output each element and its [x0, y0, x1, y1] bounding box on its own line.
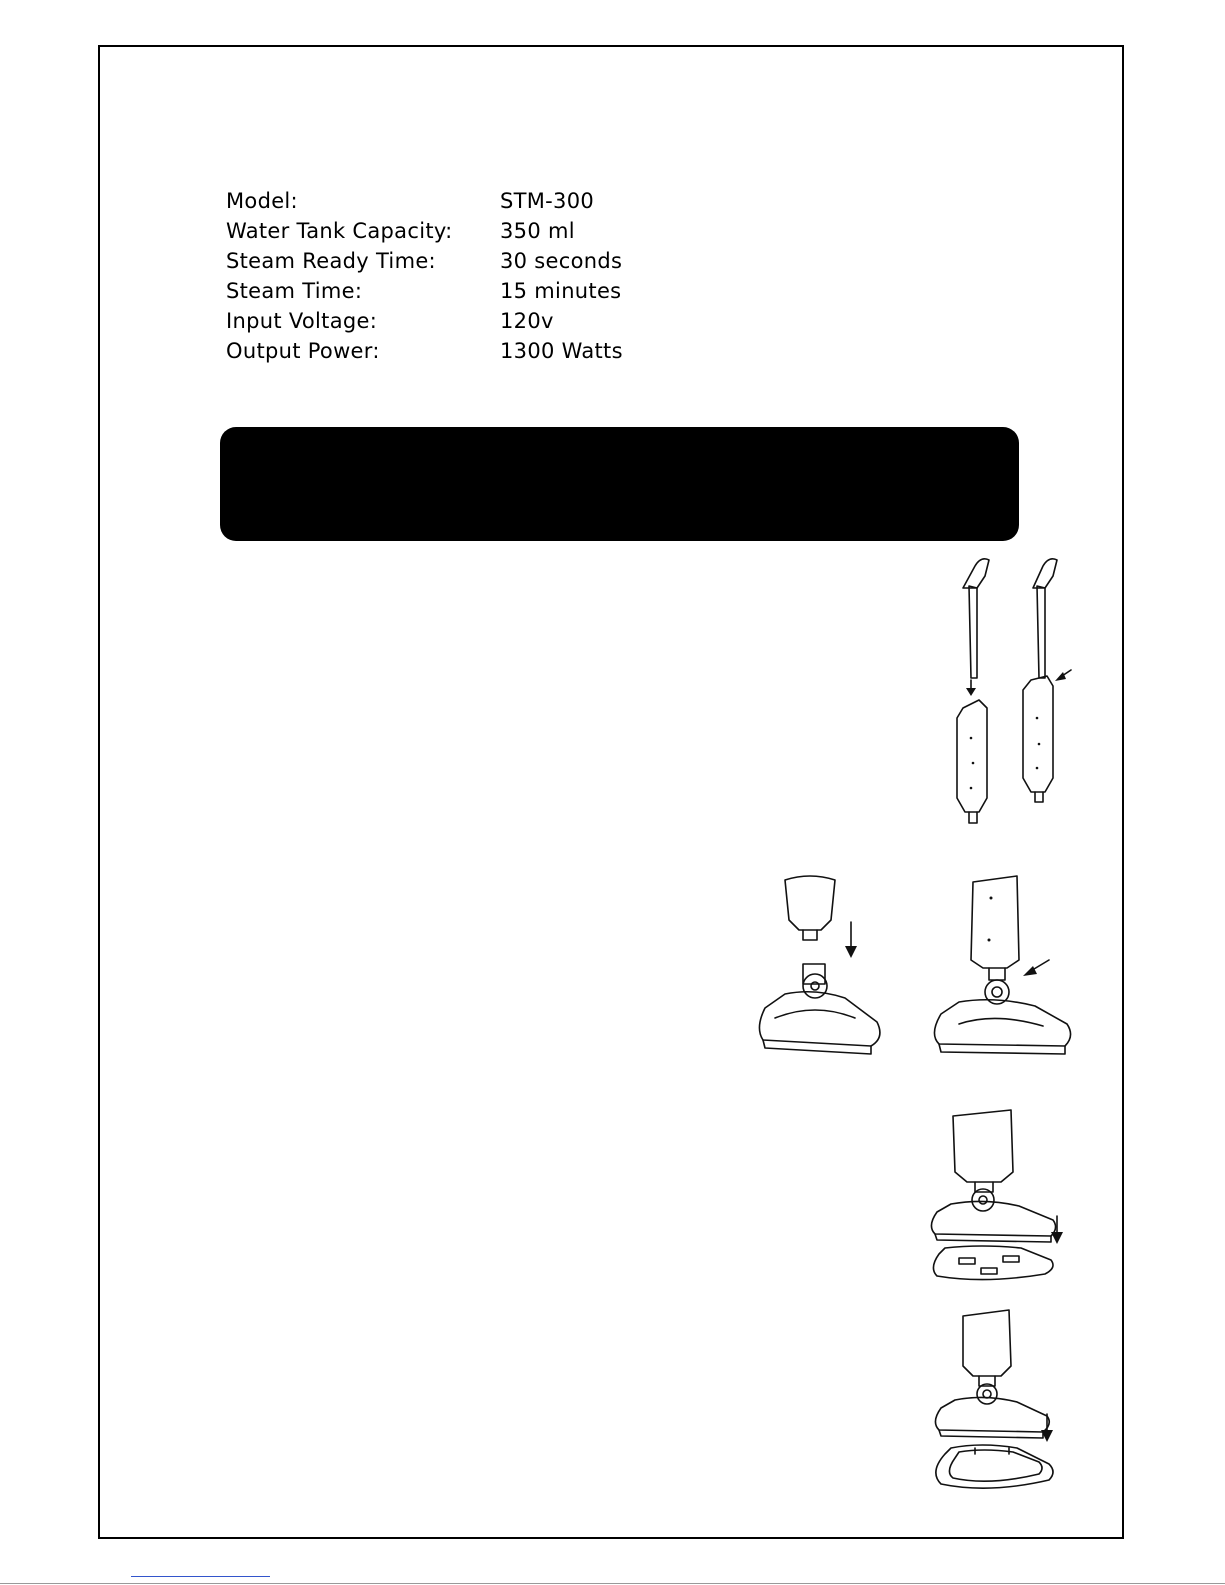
spec-value: 30 seconds: [500, 249, 623, 273]
section-banner: [220, 427, 1019, 541]
bottom-link-underline: [131, 1576, 270, 1577]
carpet-glider-illustration: [925, 1308, 1075, 1498]
spec-label: Water Tank Capacity:: [226, 219, 453, 243]
spec-row-model: [226, 186, 623, 216]
pad-attach-illustration: [925, 1108, 1075, 1293]
bottom-rule: [0, 1583, 1225, 1584]
handle-attach-illustration: [935, 548, 1075, 838]
spec-value: 350 ml: [500, 219, 575, 243]
spec-label: Model:: [226, 189, 298, 213]
mop-head-attach-illustration: [745, 868, 1085, 1063]
spec-label: Steam Ready Time:: [226, 249, 436, 273]
spec-row-voltage: [226, 306, 623, 336]
spec-label: Output Power:: [226, 339, 380, 363]
spec-value: 1300 Watts: [500, 339, 623, 363]
spec-label: Input Voltage:: [226, 309, 378, 333]
spec-value: 120v: [500, 309, 554, 333]
spec-value: 15 minutes: [500, 279, 622, 303]
spec-row-water-tank: [226, 216, 623, 246]
spec-row-steam-time: [226, 276, 623, 306]
spec-row-ready-time: [226, 246, 623, 276]
spec-row-power: [226, 336, 623, 366]
spec-label: Steam Time:: [226, 279, 363, 303]
specifications-list: [226, 186, 623, 366]
spec-value: STM-300: [500, 189, 595, 213]
